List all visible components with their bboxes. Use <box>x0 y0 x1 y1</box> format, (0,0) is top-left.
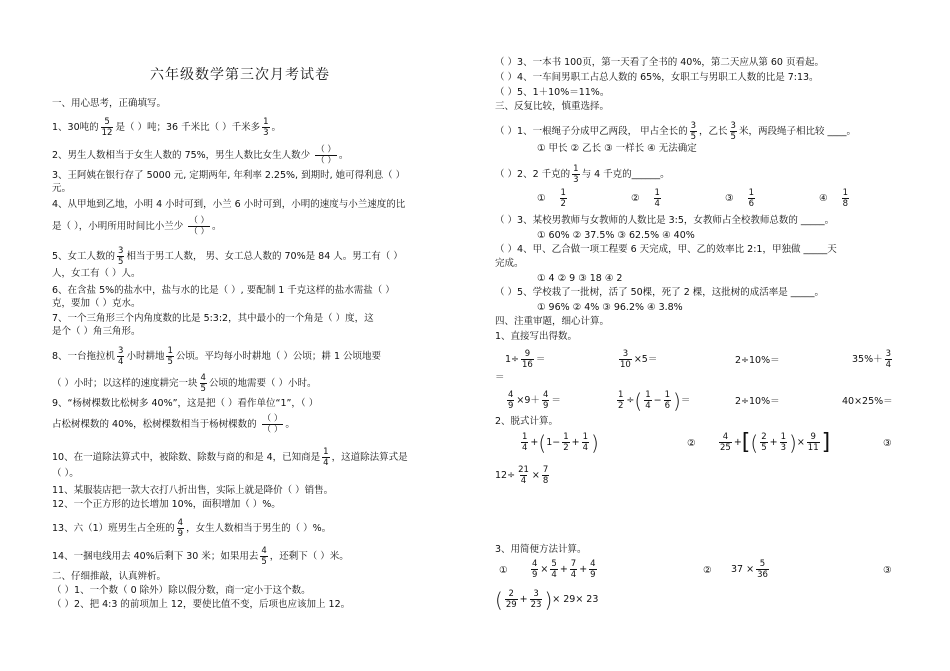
choice-3: （ ）3、某校男教师与女教师的人数比是 3:5，女教师占全校教师总数的 _____。 <box>495 215 835 226</box>
simple-calc-1: $\frac{4}{9}$ × $\frac{5}{4}$ + $\frac{7}{4}$ + $\frac{4}{9}$ <box>532 559 596 580</box>
simple-calc-1-label: ① <box>499 565 508 576</box>
step-calc-2-label: ② <box>687 438 696 449</box>
true-false-2: （ ）2、把 4:3 的前项加上 12，要使比值不变，后项也应该加上 12。 <box>52 599 351 610</box>
subsection-3: 3、用简便方法计算。 <box>495 544 587 555</box>
choice-4-cont: 完成。 <box>495 258 524 269</box>
section-4-heading: 四、注重审题，细心计算。 <box>495 316 610 327</box>
choice-5: （ ）5、学校栽了一批树，活了 50棵，死了 2 棵，这批树的成活率是 _____。 <box>495 287 825 298</box>
question-1: 1、30吨的 $\frac{5}{12}$ 是（ ）吨；36 千米比（ ）千米多 $\frac{1}{3}$ 。 <box>52 117 282 138</box>
choice-1-options: ① 甲长 ② 乙长 ③ 一样长 ④ 无法确定 <box>537 143 697 154</box>
section-3-heading: 三、反复比较，慎重选择。 <box>495 101 610 112</box>
choice-2: （ ）2、2 千克的 $\frac{1}{3}$ 与 4 千克的______。 <box>495 164 670 185</box>
question-3: 3、王阿姨在银行存了 5000 元, 定期两年, 年利率 2.25%, 到期时, 她可得利息（ ） <box>52 170 406 181</box>
question-4: 4、从甲地到乙地，小明 4 小时可到，小兰 6 小时可到，小明的速度与小兰速度的比 <box>52 199 406 210</box>
question-11: 11、某服装店把一款大衣打八折出售，实际上就是降价（ ）销售。 <box>52 485 334 496</box>
section-2-heading: 二、仔细推敲，认真辨析。 <box>52 571 167 582</box>
page-title: 六年级数学第三次月考试卷 <box>150 67 330 83</box>
true-false-3: （ ）3、一本书 100页，第一天看了全书的 40%，第二天应从第 60 页看起。 <box>495 57 824 68</box>
calc-4: 35%＋ $\frac{3}{4}$ <box>852 349 892 370</box>
question-8-cont: （ ）小时；以这样的速度耕完一块 $\frac{4}{5}$ 公顷的地需要（ ）小时。 <box>52 373 317 394</box>
question-7-cont: 是个（ ）角三角形。 <box>52 326 141 337</box>
question-5: 5、女工人数的 $\frac{3}{5}$ 相当于男工人数， 男、女工总人数的 70%是 84 人。男工有（ ） <box>52 246 403 267</box>
calc-5: $\frac{4}{9}$ ×9＋ $\frac{4}{9}$ ＝ <box>508 390 561 411</box>
step-calc-3: 12÷ $\frac{21}{4}$ × $\frac{7}{8}$ <box>495 465 549 486</box>
calc-2: $\frac{3}{10}$ ×5＝ <box>620 349 658 370</box>
calc-8: 40×25%＝ <box>842 396 893 407</box>
choice-4: （ ）4、甲、乙合做一项工程要 6 天完成，甲、乙的效率比 2:1，甲独做 _____天 <box>495 244 837 255</box>
step-calc-2: $\frac{4}{25}$ +[( $\frac{2}{5}$ + $\frac{1}{3}$ )× $\frac{9}{11}$ ] <box>720 429 831 455</box>
simple-calc-2: 37 × $\frac{5}{36}$ <box>731 559 768 580</box>
question-14: 14、一捆电线用去 40%后剩下 30 米；如果用去 $\frac{4}{5}$ ，还剩下（ ）米。 <box>52 546 349 567</box>
question-9: 9、“杨树棵数比松树多 40%”，这是把（ ）看作单位“1”，（ ） <box>52 398 319 409</box>
choice-3-options: ① 60% ② 37.5% ③ 62.5% ④ 40% <box>537 230 695 241</box>
question-3-cont: 元。 <box>52 183 72 194</box>
question-5-cont: 人，女工有（ ）人。 <box>52 268 141 279</box>
question-6-cont: 克，要加（ ）克水。 <box>52 298 141 309</box>
subsection-2: 2、脱式计算。 <box>495 416 559 427</box>
calc-1: 1÷ $\frac{9}{16}$ ＝ <box>505 349 546 370</box>
question-4-cont: 是（ ），小明所用时间比小兰少 $\frac{( )}{( )}$ 。 <box>52 216 222 237</box>
question-2: 2、男生人数相当于女生人数的 75%，男生人数比女生人数少 $\frac{( )}{( )}$ 。 <box>52 145 349 166</box>
question-8: 8、一台拖拉机 $\frac{3}{4}$ 小时耕地 $\frac{1}{5}$ 公顷。平均每小时耕地（ ）公顷；耕 1 公顷地要 <box>52 346 382 367</box>
step-calc-1: $\frac{1}{4}$ +(1− $\frac{1}{2}$ + $\frac{1}{4}$ ) <box>522 430 599 455</box>
simple-calc-3: ( $\frac{2}{29}$ + $\frac{3}{23}$ )× 29× 23 <box>495 587 599 612</box>
choice-2-options: ① $\frac{1}{2}$ ② $\frac{1}{4}$ ③ $\frac{1}{6}$ ④ $\frac{1}{8}$ <box>537 188 848 209</box>
true-false-4: （ ）4、一车间男职工占总人数的 65%，女职工与男职工人数的比是 7:13。 <box>495 72 819 83</box>
step-calc-3-label: ③ <box>883 438 892 449</box>
true-false-1: （ ）1、一个数（ 0 除外）除以假分数，商一定小于这个数。 <box>52 585 311 596</box>
calc-4-eq: ＝ <box>495 372 505 383</box>
question-12: 12、一个正方形的边长增加 10%，面积增加（ ）%。 <box>52 499 281 510</box>
question-6: 6、在含盐 5%的盐水中，盐与水的比是（ ）, 要配制 1 千克这样的盐水需盐（ ） <box>52 285 395 296</box>
question-10: 10、在一道除法算式中，被除数、除数与商的和是 4，已知商是 $\frac{1}{4}$ ，这道除法算式是 <box>52 447 408 468</box>
calc-6: $\frac{1}{2}$ ÷( $\frac{1}{4}$ − $\frac{1}{6}$ )＝ <box>618 388 691 413</box>
choice-1: （ ）1、一根绳子分成甲乙两段， 甲占全长的 $\frac{3}{5}$ ，乙长 $\frac{3}{5}$ 米，两段绳子相比较 ____。 <box>495 121 856 142</box>
question-7: 7、一个三角形三个内角度数的比是 5:3:2，其中最小的一个角是（ ）度，这 <box>52 313 374 324</box>
true-false-5: （ ）5、1＋10%＝11%。 <box>495 87 610 98</box>
subsection-1: 1、直接写出得数。 <box>495 331 578 342</box>
simple-calc-3-label: ③ <box>883 565 892 576</box>
choice-5-options: ① 96% ② 4% ③ 96.2% ④ 3.8% <box>537 302 683 313</box>
question-13: 13、六（1）班男生占全班的 $\frac{4}{9}$ ，女生人数相当于男生的（ ）%。 <box>52 518 332 539</box>
section-1-heading: 一、用心思考，正确填写。 <box>52 98 167 109</box>
choice-4-options: ① 4 ② 9 ③ 18 ④ 2 <box>537 273 623 284</box>
calc-7: 2÷10%＝ <box>735 396 780 407</box>
question-10-cont: （ ）。 <box>52 468 79 479</box>
simple-calc-2-label: ② <box>703 565 712 576</box>
calc-3: 2÷10%＝ <box>735 355 780 366</box>
question-9-cont: 占松树棵数的 40%，松树棵数相当于杨树棵数的 $\frac{( )}{( )}$ 。 <box>52 414 295 435</box>
